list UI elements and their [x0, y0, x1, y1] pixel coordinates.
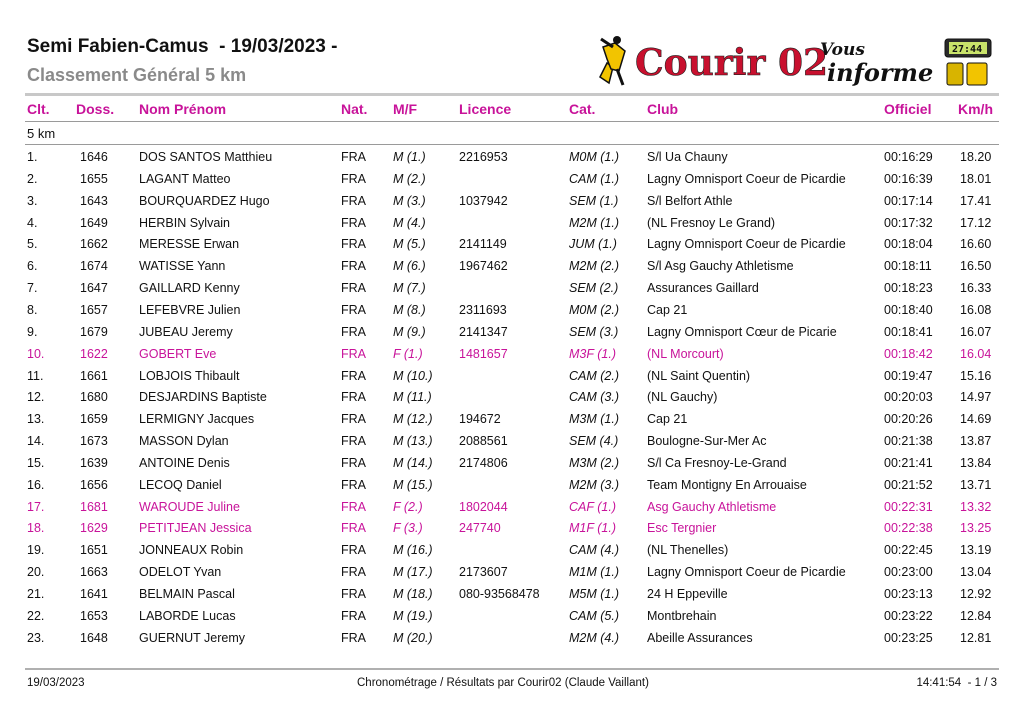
cell-clt: 2.	[27, 171, 38, 186]
cell-nat: FRA	[341, 215, 366, 230]
footer-date: 19/03/2023	[27, 677, 85, 689]
cell-cat: M3M (1.)	[569, 412, 619, 427]
cell-club: S/l Asg Gauchy Athletisme	[647, 259, 794, 274]
cell-mf: M (8.)	[393, 302, 426, 317]
cell-club: Esc Tergnier	[647, 521, 717, 536]
table-row	[0, 587, 1024, 609]
cell-kmh: 17.12	[960, 215, 992, 230]
cell-name: HERBIN Sylvain	[139, 215, 230, 230]
cell-kmh: 14.97	[960, 390, 992, 405]
cell-name: MASSON Dylan	[139, 434, 229, 449]
cell-clt: 21.	[27, 587, 45, 601]
cell-nat: FRA	[341, 521, 366, 536]
cell-officiel: 00:17:14	[884, 193, 933, 208]
cell-mf: M (4.)	[393, 215, 426, 230]
cell-licence: 2141347	[459, 324, 508, 339]
cell-cat: CAM (5.)	[569, 608, 619, 623]
cell-name: GUERNUT Jeremy	[139, 630, 246, 645]
cell-cat: CAM (4.)	[569, 543, 619, 558]
cell-licence: 2174806	[459, 455, 508, 470]
cell-cat: M0M (2.)	[569, 302, 619, 317]
cell-kmh: 17.41	[960, 193, 992, 208]
cell-cat: CAF (1.)	[569, 499, 616, 514]
svg-text:27:44: 27:44	[952, 44, 983, 55]
cell-cat: CAM (1.)	[569, 171, 619, 186]
cell-name: ODELOT Yvan	[139, 565, 222, 580]
cell-doss: 1661	[80, 368, 108, 383]
cell-cat: M5M (1.)	[569, 587, 619, 601]
cell-clt: 19.	[27, 543, 45, 558]
cell-officiel: 00:21:41	[884, 455, 933, 470]
cell-name: PETITJEAN Jessica	[139, 521, 252, 536]
cell-club: Team Montigny En Arrouaise	[647, 477, 807, 492]
svg-text:Vous: Vous	[820, 40, 865, 60]
cell-club: Lagny Omnisport Coeur de Picardie	[647, 171, 846, 186]
cell-doss: 1662	[80, 237, 108, 252]
cell-club: S/l Ua Chauny	[647, 150, 728, 164]
cell-mf: F (2.)	[393, 499, 423, 514]
cell-officiel: 00:20:03	[884, 390, 933, 405]
cell-clt: 5.	[27, 237, 38, 252]
cell-nat: FRA	[341, 455, 366, 470]
cell-clt: 22.	[27, 608, 45, 623]
cell-name: LOBJOIS Thibault	[139, 368, 240, 383]
cell-kmh: 12.84	[960, 608, 992, 623]
cell-clt: 15.	[27, 455, 45, 470]
cell-mf: M (16.)	[393, 543, 433, 558]
svg-text:Courir 02: Courir 02	[635, 42, 829, 84]
col-header-cat: Cat.	[569, 101, 596, 117]
cell-officiel: 00:22:38	[884, 521, 933, 536]
cell-cat: SEM (1.)	[569, 193, 619, 208]
cell-cat: SEM (4.)	[569, 434, 619, 449]
cell-kmh: 16.08	[960, 302, 992, 317]
col-header-nat: Nat.	[341, 101, 368, 117]
cell-clt: 7.	[27, 281, 38, 296]
cell-nat: FRA	[341, 324, 366, 339]
cell-club: Lagny Omnisport Coeur de Picardie	[647, 565, 846, 580]
cell-kmh: 16.33	[960, 281, 992, 296]
cell-cat: SEM (2.)	[569, 281, 619, 296]
cell-club: Cap 21	[647, 302, 688, 317]
cell-officiel: 00:16:39	[884, 171, 933, 186]
cell-cat: SEM (3.)	[569, 324, 619, 339]
cell-kmh: 13.87	[960, 434, 992, 449]
cell-clt: 14.	[27, 434, 45, 449]
table-row	[0, 631, 1024, 653]
table-row	[0, 478, 1024, 500]
header-divider	[25, 93, 999, 96]
cell-officiel: 00:22:31	[884, 499, 933, 514]
cell-mf: M (5.)	[393, 237, 426, 252]
cell-nat: FRA	[341, 302, 366, 317]
cell-cat: M3M (2.)	[569, 455, 619, 470]
cell-licence: 1802044	[459, 499, 508, 514]
col-header-doss: Doss.	[76, 101, 115, 117]
table-row	[0, 303, 1024, 325]
cell-club: Abeille Assurances	[647, 630, 753, 645]
cell-officiel: 00:19:47	[884, 368, 933, 383]
table-row	[0, 543, 1024, 565]
cell-doss: 1641	[80, 587, 108, 601]
cell-doss: 1643	[80, 193, 108, 208]
cell-clt: 4.	[27, 215, 38, 230]
cell-licence: 1967462	[459, 259, 508, 274]
table-row	[0, 390, 1024, 412]
cell-clt: 17.	[27, 499, 45, 514]
cell-doss: 1681	[80, 499, 108, 514]
cell-name: WATISSE Yann	[139, 259, 226, 274]
cell-kmh: 15.16	[960, 368, 992, 383]
cell-clt: 10.	[27, 346, 45, 361]
cell-officiel: 00:23:00	[884, 565, 933, 580]
column-header-divider	[25, 121, 999, 122]
cell-mf: M (11.)	[393, 390, 432, 405]
cell-clt: 12.	[27, 390, 45, 405]
cell-club: Lagny Omnisport Cœur de Picarie	[647, 324, 837, 339]
col-header-club: Club	[647, 101, 679, 117]
cell-doss: 1674	[80, 259, 108, 274]
table-row	[0, 216, 1024, 238]
cell-doss: 1622	[80, 346, 108, 361]
page-subtitle: Classement Général 5 km	[27, 65, 247, 85]
cell-nat: FRA	[341, 499, 366, 514]
cell-clt: 16.	[27, 477, 45, 492]
cell-nat: FRA	[341, 434, 366, 449]
cell-officiel: 00:16:29	[884, 150, 933, 164]
cell-kmh: 12.92	[960, 587, 992, 601]
cell-name: LECOQ Daniel	[139, 477, 222, 492]
cell-kmh: 16.07	[960, 324, 992, 339]
cell-officiel: 00:18:23	[884, 281, 933, 296]
cell-clt: 8.	[27, 302, 38, 317]
cell-licence: 1481657	[459, 346, 508, 361]
cell-club: S/l Ca Fresnoy-Le-Grand	[647, 455, 787, 470]
cell-clt: 23.	[27, 630, 45, 645]
cell-name: LEFEBVRE Julien	[139, 302, 241, 317]
col-header-licence: Licence	[459, 101, 512, 117]
cell-club: (NL Fresnoy Le Grand)	[647, 215, 776, 230]
cell-name: GOBERT Eve	[139, 346, 217, 361]
footer-time-page: 14:41:54 - 1 / 3	[916, 677, 997, 689]
cell-mf: M (3.)	[393, 193, 426, 208]
cell-kmh: 13.19	[960, 543, 992, 558]
cell-clt: 6.	[27, 259, 38, 274]
cell-club: Assurances Gaillard	[647, 281, 759, 296]
cell-doss: 1639	[80, 455, 108, 470]
cell-doss: 1629	[80, 521, 108, 536]
cell-mf: M (7.)	[393, 281, 426, 296]
cell-officiel: 00:18:04	[884, 237, 933, 252]
cell-kmh: 13.84	[960, 455, 992, 470]
section-divider	[25, 144, 999, 145]
cell-mf: F (1.)	[393, 346, 423, 361]
cell-doss: 1657	[80, 302, 108, 317]
cell-kmh: 12.81	[960, 630, 992, 645]
cell-cat: CAM (3.)	[569, 390, 619, 405]
cell-licence: 2088561	[459, 434, 508, 449]
cell-club: (NL Morcourt)	[647, 346, 724, 361]
cell-kmh: 18.01	[960, 171, 992, 186]
cell-clt: 11.	[27, 368, 44, 383]
table-row	[0, 194, 1024, 216]
cell-nat: FRA	[341, 193, 366, 208]
table-row	[0, 369, 1024, 391]
cell-name: BELMAIN Pascal	[139, 587, 235, 601]
cell-officiel: 00:18:41	[884, 324, 933, 339]
cell-kmh: 13.71	[960, 477, 992, 492]
table-row	[0, 456, 1024, 478]
table-row	[0, 347, 1024, 369]
runner-icon	[600, 36, 625, 85]
table-row	[0, 521, 1024, 543]
cell-clt: 9.	[27, 324, 38, 339]
cell-doss: 1648	[80, 630, 108, 645]
table-row	[0, 565, 1024, 587]
cell-mf: M (14.)	[393, 455, 433, 470]
cell-name: BOURQUARDEZ Hugo	[139, 193, 270, 208]
cell-doss: 1656	[80, 477, 108, 492]
col-header-kmh: Km/h	[958, 101, 993, 117]
cell-nat: FRA	[341, 150, 366, 164]
cell-nat: FRA	[341, 587, 366, 601]
cell-nat: FRA	[341, 259, 366, 274]
cell-club: Boulogne-Sur-Mer Ac	[647, 434, 767, 449]
cell-doss: 1680	[80, 390, 108, 405]
cell-doss: 1673	[80, 434, 108, 449]
cell-name: JUBEAU Jeremy	[139, 324, 233, 339]
svg-text:informe: informe	[827, 58, 934, 87]
cell-mf: M (18.)	[393, 587, 433, 601]
footer-credit: Chronométrage / Résultats par Courir02 (Claude Vaillant)	[357, 677, 649, 689]
cell-clt: 18.	[27, 521, 45, 536]
cell-nat: FRA	[341, 565, 366, 580]
cell-nat: FRA	[341, 390, 366, 405]
cell-club: Cap 21	[647, 412, 688, 427]
cell-mf: M (19.)	[393, 608, 433, 623]
cell-mf: M (2.)	[393, 171, 426, 186]
table-row	[0, 150, 1024, 172]
cell-kmh: 16.04	[960, 346, 992, 361]
cell-kmh: 16.50	[960, 259, 992, 274]
cell-nat: FRA	[341, 346, 366, 361]
cell-name: MERESSE Erwan	[139, 237, 240, 252]
cell-club: Lagny Omnisport Coeur de Picardie	[647, 237, 846, 252]
cell-kmh: 13.04	[960, 565, 992, 580]
stopwatch-icon	[945, 39, 991, 85]
col-header-mf: M/F	[393, 101, 418, 117]
cell-officiel: 00:21:38	[884, 434, 933, 449]
cell-mf: M (9.)	[393, 324, 426, 339]
cell-mf: F (3.)	[393, 521, 423, 536]
cell-cat: M2M (4.)	[569, 630, 619, 645]
cell-officiel: 00:17:32	[884, 215, 933, 230]
table-row	[0, 259, 1024, 281]
cell-officiel: 00:18:42	[884, 346, 933, 361]
cell-kmh: 14.69	[960, 412, 992, 427]
cell-doss: 1655	[80, 171, 108, 186]
cell-mf: M (20.)	[393, 630, 433, 645]
cell-clt: 13.	[27, 412, 45, 427]
cell-nat: FRA	[341, 477, 366, 492]
cell-club: (NL Gauchy)	[647, 390, 718, 405]
cell-mf: M (15.)	[393, 477, 433, 492]
cell-licence: 2141149	[459, 237, 507, 252]
cell-licence: 1037942	[459, 193, 508, 208]
cell-licence: 2311693	[459, 302, 507, 317]
cell-cat: M2M (1.)	[569, 215, 619, 230]
cell-kmh: 13.32	[960, 499, 992, 514]
footer-divider	[25, 668, 999, 670]
cell-name: LERMIGNY Jacques	[139, 412, 255, 427]
cell-cat: M1M (1.)	[569, 565, 619, 580]
cell-cat: M3F (1.)	[569, 346, 616, 361]
cell-doss: 1663	[80, 565, 108, 580]
cell-kmh: 16.60	[960, 237, 992, 252]
cell-cat: M0M (1.)	[569, 150, 619, 164]
cell-mf: M (12.)	[393, 412, 433, 427]
cell-licence: 247740	[459, 521, 501, 536]
cell-officiel: 00:18:40	[884, 302, 933, 317]
cell-name: DOS SANTOS Matthieu	[139, 150, 273, 164]
cell-officiel: 00:22:45	[884, 543, 933, 558]
cell-clt: 20.	[27, 565, 45, 580]
cell-cat: M2M (3.)	[569, 477, 619, 492]
cell-cat: M1F (1.)	[569, 521, 616, 536]
cell-officiel: 00:21:52	[884, 477, 933, 492]
cell-doss: 1679	[80, 324, 108, 339]
cell-licence: 2216953	[459, 150, 508, 164]
cell-mf: M (13.)	[393, 434, 433, 449]
courir02-logo	[595, 33, 997, 89]
cell-clt: 1.	[27, 150, 38, 164]
cell-licence: 080-93568478	[459, 587, 540, 601]
cell-mf: M (17.)	[393, 565, 433, 580]
table-row	[0, 500, 1024, 522]
cell-name: LAGANT Matteo	[139, 171, 231, 186]
cell-doss: 1646	[80, 150, 108, 164]
cell-nat: FRA	[341, 368, 366, 383]
cell-cat: M2M (2.)	[569, 259, 619, 274]
cell-officiel: 00:20:26	[884, 412, 933, 427]
col-header-name: Nom Prénom	[139, 101, 227, 117]
table-row	[0, 172, 1024, 194]
cell-cat: JUM (1.)	[569, 237, 617, 252]
table-row	[0, 237, 1024, 259]
cell-kmh: 18.20	[960, 150, 992, 164]
page-title: Semi Fabien-Camus - 19/03/2023 -	[27, 36, 338, 57]
cell-club: 24 H Eppeville	[647, 587, 728, 601]
table-row	[0, 609, 1024, 631]
cell-nat: FRA	[341, 543, 366, 558]
cell-officiel: 00:18:11	[884, 259, 932, 274]
section-label: 5 km	[27, 126, 56, 141]
cell-licence: 194672	[459, 412, 501, 427]
cell-nat: FRA	[341, 630, 366, 645]
col-header-clt: Clt.	[27, 101, 50, 117]
cell-clt: 3.	[27, 193, 38, 208]
cell-club: (NL Saint Quentin)	[647, 368, 751, 383]
cell-licence: 2173607	[459, 565, 508, 580]
table-row	[0, 434, 1024, 456]
cell-name: JONNEAUX Robin	[139, 543, 244, 558]
cell-club: Asg Gauchy Athletisme	[647, 499, 777, 514]
table-row	[0, 281, 1024, 303]
cell-mf: M (1.)	[393, 150, 426, 164]
cell-doss: 1651	[80, 543, 108, 558]
cell-officiel: 00:23:25	[884, 630, 933, 645]
cell-name: LABORDE Lucas	[139, 608, 236, 623]
cell-club: (NL Thenelles)	[647, 543, 729, 558]
cell-doss: 1653	[80, 608, 108, 623]
col-header-officiel: Officiel	[884, 101, 932, 117]
cell-doss: 1647	[80, 281, 108, 296]
cell-name: DESJARDINS Baptiste	[139, 390, 267, 405]
cell-nat: FRA	[341, 171, 366, 186]
table-row	[0, 412, 1024, 434]
cell-officiel: 00:23:13	[884, 587, 933, 601]
cell-club: Montbrehain	[647, 608, 717, 623]
cell-nat: FRA	[341, 281, 366, 296]
cell-nat: FRA	[341, 608, 366, 623]
cell-doss: 1659	[80, 412, 108, 427]
cell-officiel: 00:23:22	[884, 608, 933, 623]
table-row	[0, 325, 1024, 347]
cell-kmh: 13.25	[960, 521, 992, 536]
cell-cat: CAM (2.)	[569, 368, 619, 383]
cell-name: ANTOINE Denis	[139, 455, 230, 470]
cell-mf: M (6.)	[393, 259, 426, 274]
cell-name: GAILLARD Kenny	[139, 281, 240, 296]
cell-club: S/l Belfort Athle	[647, 193, 733, 208]
cell-mf: M (10.)	[393, 368, 433, 383]
cell-name: WAROUDE Juline	[139, 499, 240, 514]
cell-doss: 1649	[80, 215, 108, 230]
cell-nat: FRA	[341, 237, 366, 252]
cell-nat: FRA	[341, 412, 366, 427]
